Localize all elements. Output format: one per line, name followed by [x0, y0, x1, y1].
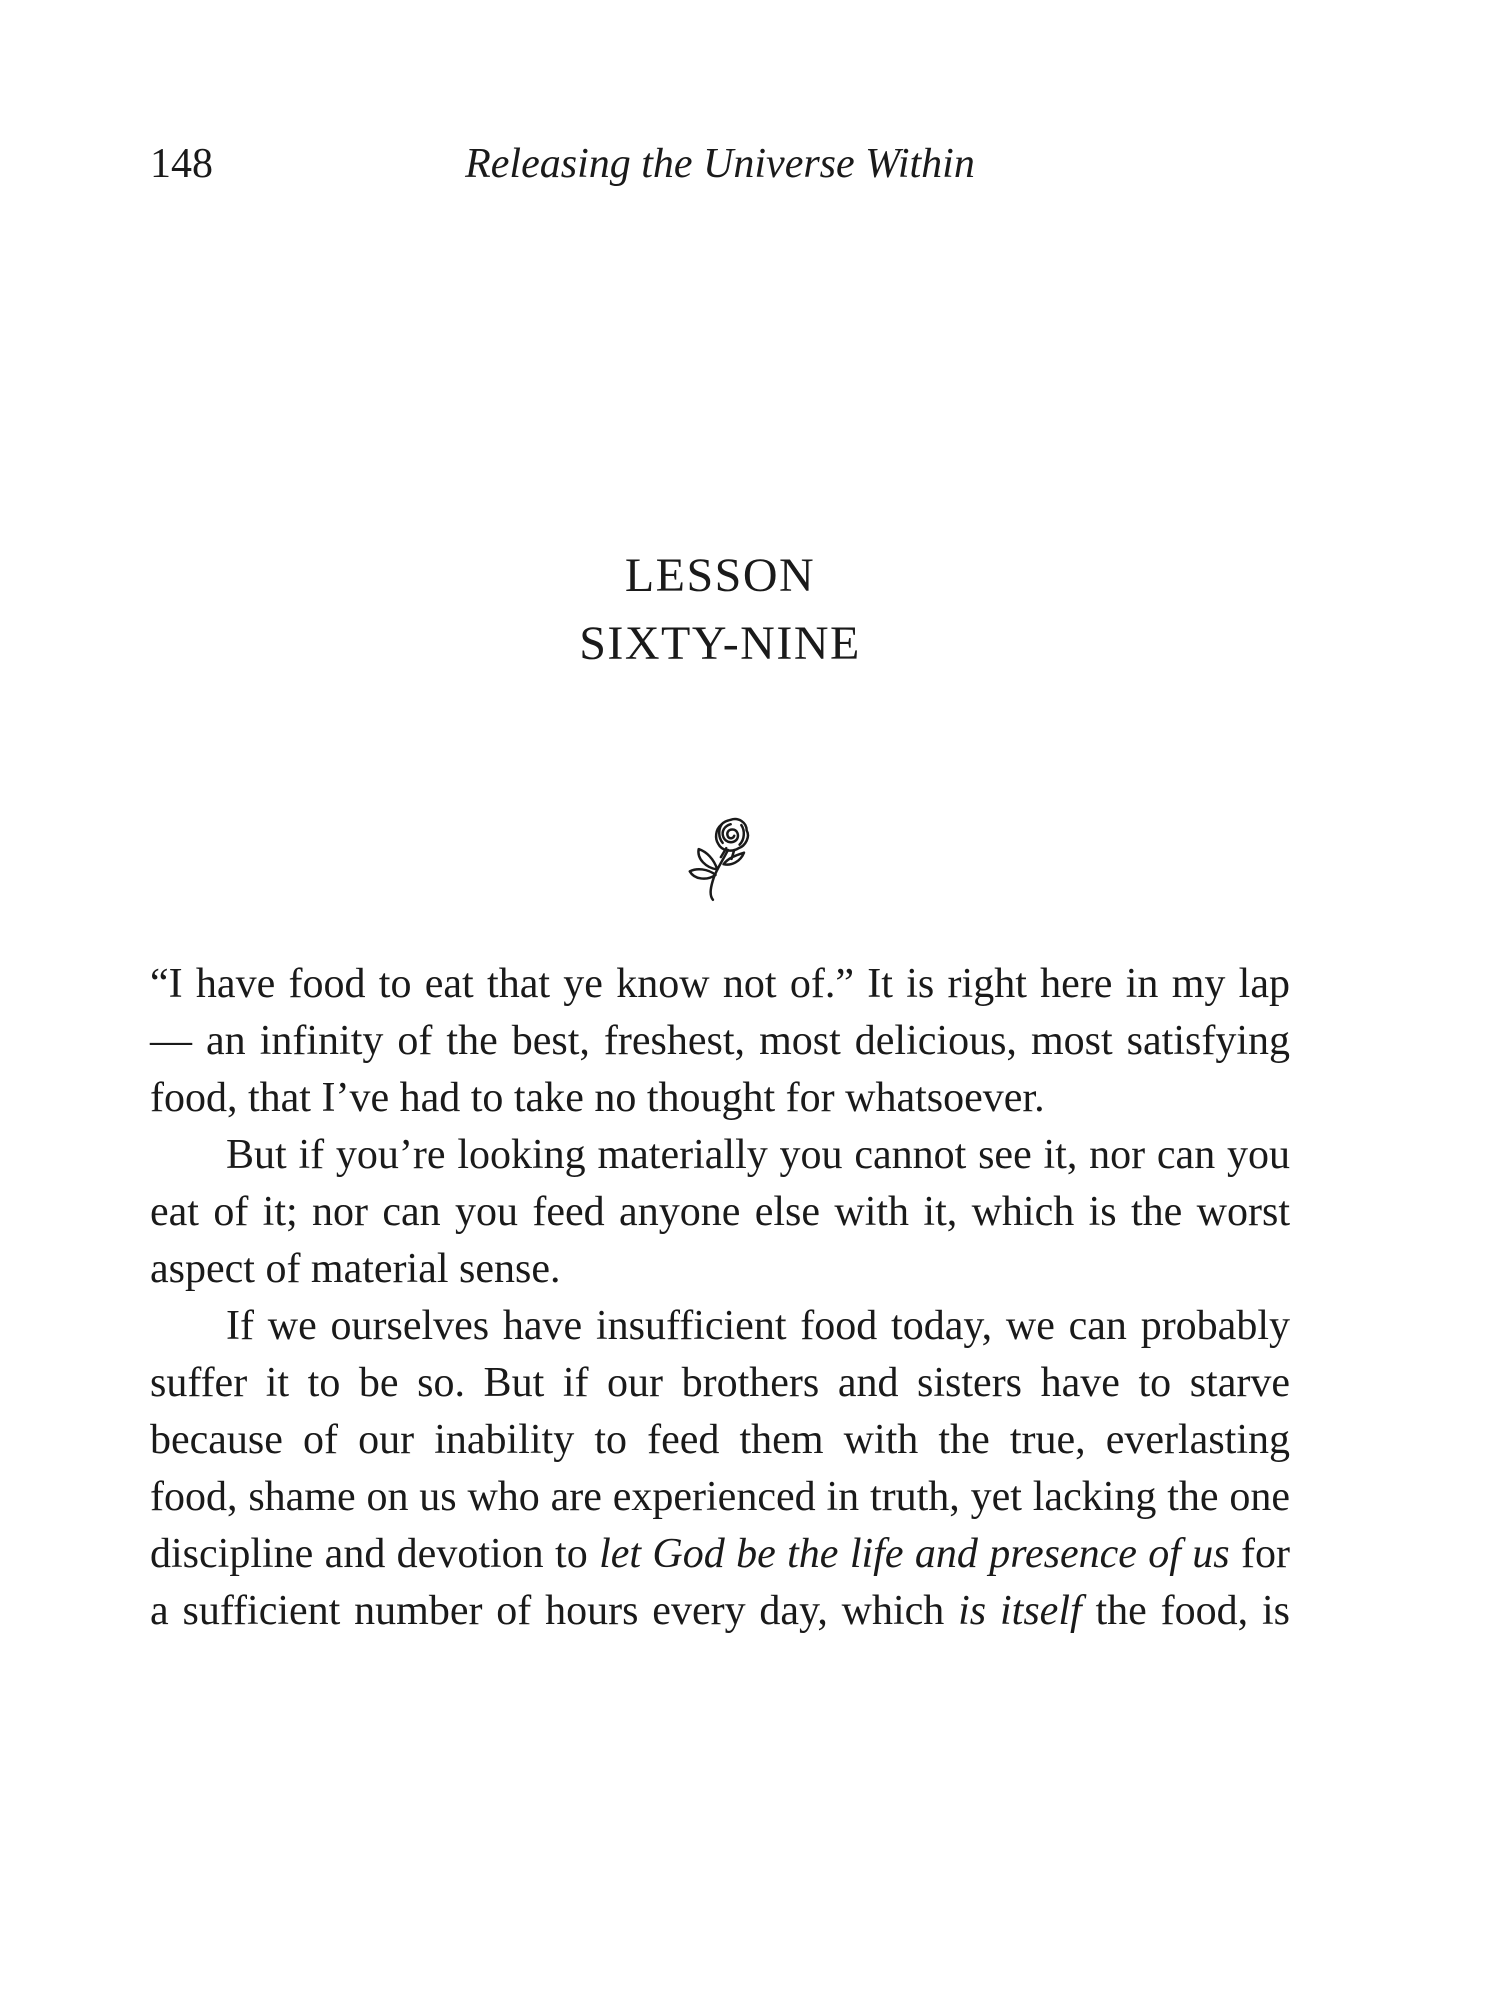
body-text: [150, 956, 1290, 1640]
lesson-heading-line2: SIXTY-NINE: [579, 617, 861, 670]
paragraph-3: If we ourselves have insufficient food today, we can probably suffer it to be so. But if our brothers and sisters have to starve because of our inability to feed them with the true, everlasting food, shame on us who are experienced in truth, yet lacking the one discipline and devotion to let God be the life and presence of us for a sufficient number of hours every day, which is itself the food, is: [150, 1303, 1290, 1634]
running-title: Releasing the Universe Within: [465, 141, 975, 187]
lesson-heading-line1: LESSON: [624, 549, 816, 602]
page-header: [150, 140, 1290, 192]
paragraph-2: But if you’re looking materially you cannot see it, nor can you eat of it; nor can you feed anyone else with it, which is the worst aspect of material sense.: [150, 1132, 1290, 1292]
lesson-heading: [150, 542, 1290, 678]
paragraph-1: “I have food to eat that ye know not of.” It is right here in my lap — an infinity of the best, freshest, most delicious, most satisfying food, that I’ve had to take no thought for whatsoever.: [150, 961, 1290, 1121]
page-number: 148: [150, 141, 213, 187]
ornament-wrap: [150, 812, 1290, 909]
rose-ornament-icon: [680, 812, 760, 904]
